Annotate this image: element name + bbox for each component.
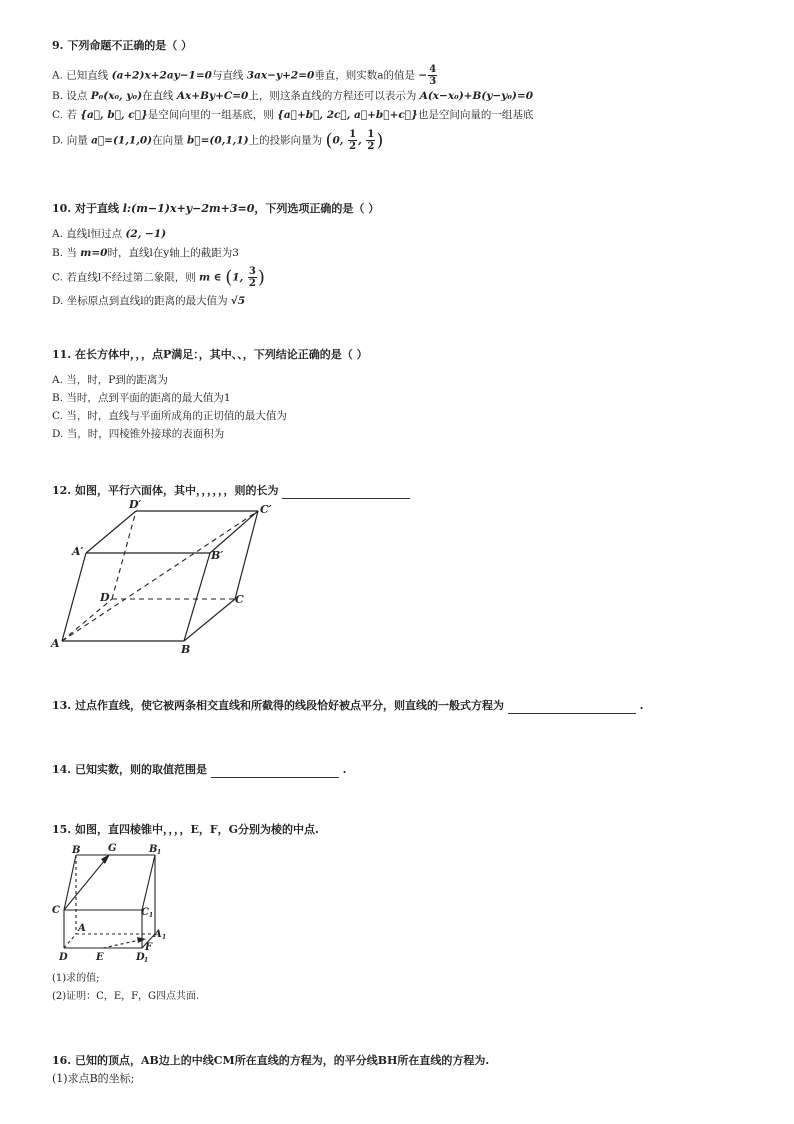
- q15-part-1: (1)求的值;: [52, 973, 100, 984]
- label-d: D: [100, 591, 110, 604]
- label-c1: C: [141, 907, 149, 918]
- q11-option-b: B. 当时，点到平面的距离的最大值为1: [52, 392, 231, 404]
- question-9: [52, 38, 754, 152]
- label-c: C: [52, 905, 60, 916]
- q16-stem: 16. 已知的顶点，AB边上的中线CM所在直线的方程为，的平分线BH所在直线的方程为.: [52, 1054, 490, 1067]
- label-c: C: [235, 593, 244, 606]
- question-11: [52, 347, 754, 443]
- q10-option-b: B. 当 m=0时，直线l在y轴上的截距为3: [52, 247, 239, 259]
- q11-option-c: C. 当，时，直线与平面所成角的正切值的最大值为: [52, 410, 287, 422]
- parallelepiped-figure: [48, 495, 288, 655]
- q15-stem: 15. 如图，直四棱锥中，，，，E，F，G分别为棱的中点.: [52, 823, 319, 836]
- q12-stem: 12. 如图，平行六面体，其中，，，，，，则的长为: [52, 483, 754, 499]
- label-e: E: [96, 952, 104, 963]
- fraction: $\frac{4}{3}$: [429, 64, 437, 87]
- label-f: F: [145, 942, 153, 953]
- q9-stem: 9. 下列命题不正确的是（ ）: [52, 39, 193, 52]
- q15-part-2: (2)证明：C，E，F，G四点共面.: [52, 991, 200, 1002]
- svg-text:1: 1: [162, 934, 167, 941]
- label-a: A: [78, 923, 86, 934]
- q10-option-c: C. 若直线l不经过第二象限，则 m ∈ (1, $\frac{3}{2}$ ): [52, 266, 265, 289]
- label-g: G: [108, 843, 117, 854]
- question-15: [52, 822, 754, 838]
- answer-blank[interactable]: [282, 486, 410, 499]
- fraction: $\frac{1}{2}$: [367, 129, 375, 152]
- fraction: $\frac{3}{2}$: [248, 266, 256, 289]
- prism-figure: [48, 840, 178, 965]
- question-15-parts: [52, 970, 754, 1006]
- q14-stem: 14. 已知实数，则的取值范围是 .: [52, 763, 347, 776]
- svg-text:1: 1: [144, 957, 149, 964]
- q10-option-a: A. 直线l恒过点 (2, −1): [52, 228, 167, 240]
- q11-option-d: D. 当，时，四棱锥外接球的表面积为: [52, 428, 225, 440]
- label-a: A: [51, 637, 60, 650]
- q9-option-c: C. 若 {a⃗, b⃗, c⃗}是空间向里的一组基底，则 {a⃗+b⃗, 2c⃗, a⃗+b⃗+c⃗}也是空间向量的一组基底: [52, 109, 534, 121]
- q13-stem: 13. 过点作直线，使它被两条相交直线和所截得的线段恰好被点平分，则直线的一般式方程为 .: [52, 699, 644, 712]
- label-b: B: [72, 845, 81, 856]
- q10-option-d: D. 坐标原点到直线l的距离的最大值为 √5: [52, 295, 246, 307]
- question-16: [52, 1053, 754, 1087]
- label-d: D: [59, 952, 68, 963]
- answer-blank[interactable]: [211, 765, 339, 778]
- answer-blank[interactable]: [508, 701, 636, 714]
- label-b1: B: [149, 844, 158, 855]
- q16-part-1: (1)求点B的坐标;: [52, 1072, 135, 1085]
- svg-text:1: 1: [149, 912, 154, 919]
- label-d-prime: D′: [129, 498, 142, 511]
- fraction: $\frac{1}{2}$: [349, 129, 357, 152]
- question-10: [52, 201, 754, 311]
- svg-text:1: 1: [157, 849, 162, 856]
- q9-option-b: B. 设点 P₀(x₀, y₀)在直线 Ax+By+C=0上，则这条直线的方程还可以表示为 A(x−x₀)+B(y−y₀)=0: [52, 90, 533, 102]
- label-b: B: [181, 643, 191, 655]
- question-14: [52, 762, 754, 778]
- q11-stem: 11. 在长方体中，，，点P满足：，其中、、，下列结论正确的是（ ）: [52, 348, 368, 361]
- q10-stem: 10. 对于直线 l:(m−1)x+y−2m+3=0，下列选项正确的是（ ）: [52, 202, 380, 215]
- label-c-prime: C′: [260, 503, 272, 516]
- label-d1: D: [136, 952, 145, 963]
- label-a1: A: [154, 929, 162, 940]
- q11-option-a: A. 当，时，P到的距离为: [52, 374, 168, 386]
- label-a-prime: A′: [72, 545, 84, 558]
- q9-option-d: D. 向量 a⃗=(1,1,0)在向量 b⃗=(0,1,1)上的投影向量为 (0, $\frac{1}{2}$ , $\frac{1}{2}$ ): [52, 129, 384, 152]
- question-13: [52, 698, 754, 714]
- q9-option-a: A. 已知直线 (a+2)x+2ay−1=0与直线 3ax−y+2=0垂直，则实数a的值是 − $\frac{4}{3}$: [52, 64, 437, 87]
- label-b-prime: B′: [211, 549, 224, 562]
